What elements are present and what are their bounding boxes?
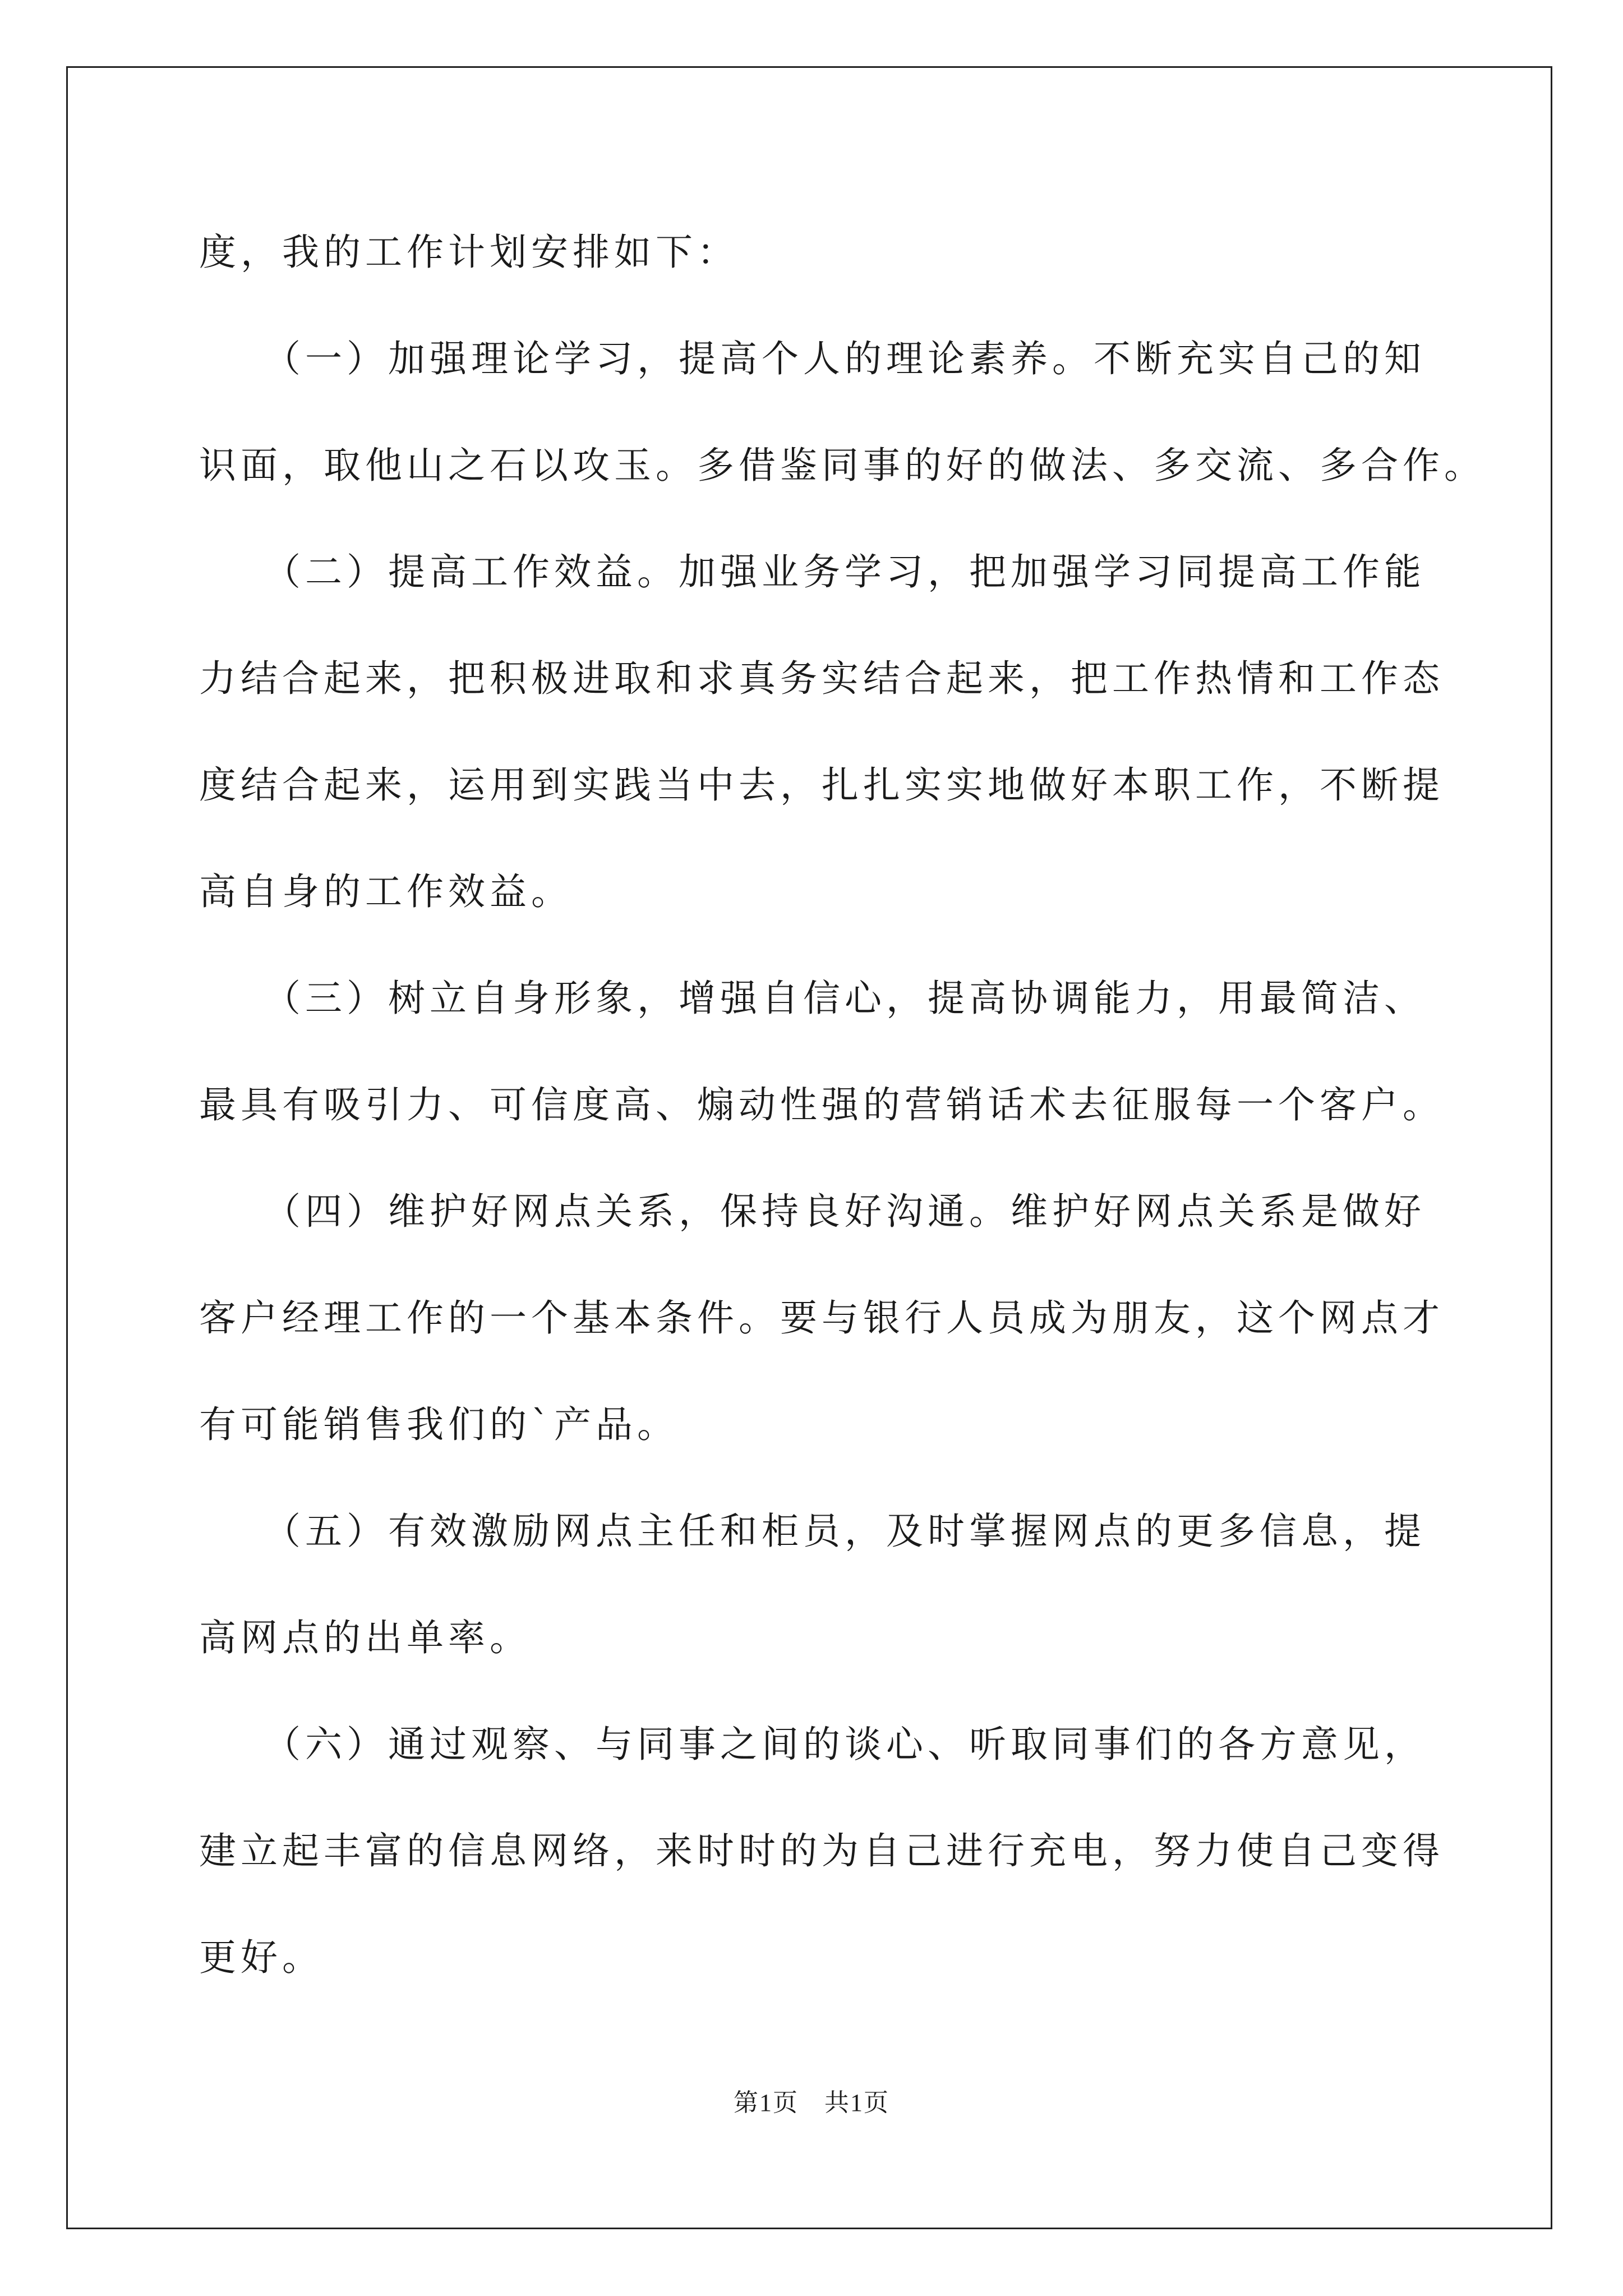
- document-body: [199, 199, 1486, 2011]
- text-line: 度结合起来，运用到实践当中去，扎扎实实地做好本职工作，不断提: [199, 763, 1444, 807]
- text-line: （五）有效激励网点主任和柜员，及时掌握网点的更多信息，提: [199, 1510, 1426, 1553]
- text-line: 客户经理工作的一个基本条件。要与银行人员成为朋友，这个网点才: [199, 1296, 1444, 1340]
- text-line: （六）通过观察、与同事之间的谈心、听取同事们的各方意见，: [199, 1723, 1426, 1766]
- text-line: 建立起丰富的信息网络，来时时的为自己进行充电，努力使自己变得: [199, 1829, 1444, 1872]
- text-line: 力结合起来，把积极进取和求真务实结合起来，把工作热情和工作态: [199, 657, 1444, 700]
- text-line: 最具有吸引力、可信度高、煽动性强的营销话术去征服每一个客户。: [199, 1083, 1444, 1126]
- text-line: 有可能销售我们的`产品。: [199, 1403, 679, 1446]
- text-line: 高自身的工作效益。: [199, 870, 573, 913]
- text-line: （一）加强理论学习，提高个人的理论素养。不断充实自己的知: [199, 337, 1426, 380]
- text-line: （二）提高工作效益。加强业务学习，把加强学习同提高工作能: [199, 550, 1426, 593]
- text-line: 识面，取他山之石以攻玉。多借鉴同事的好的做法、多交流、多合作。: [199, 444, 1486, 487]
- page-footer: 第1页 共1页: [734, 2089, 889, 2116]
- text-line: 度，我的工作计划安排如下：: [199, 231, 739, 274]
- text-line: 更好。: [199, 1936, 324, 1979]
- text-line: （三）树立自身形象，增强自信心，提高协调能力，用最简洁、: [199, 977, 1426, 1020]
- text-line: （四）维护好网点关系，保持良好沟通。维护好网点关系是做好: [199, 1190, 1426, 1233]
- text-line: 高网点的出单率。: [199, 1616, 531, 1659]
